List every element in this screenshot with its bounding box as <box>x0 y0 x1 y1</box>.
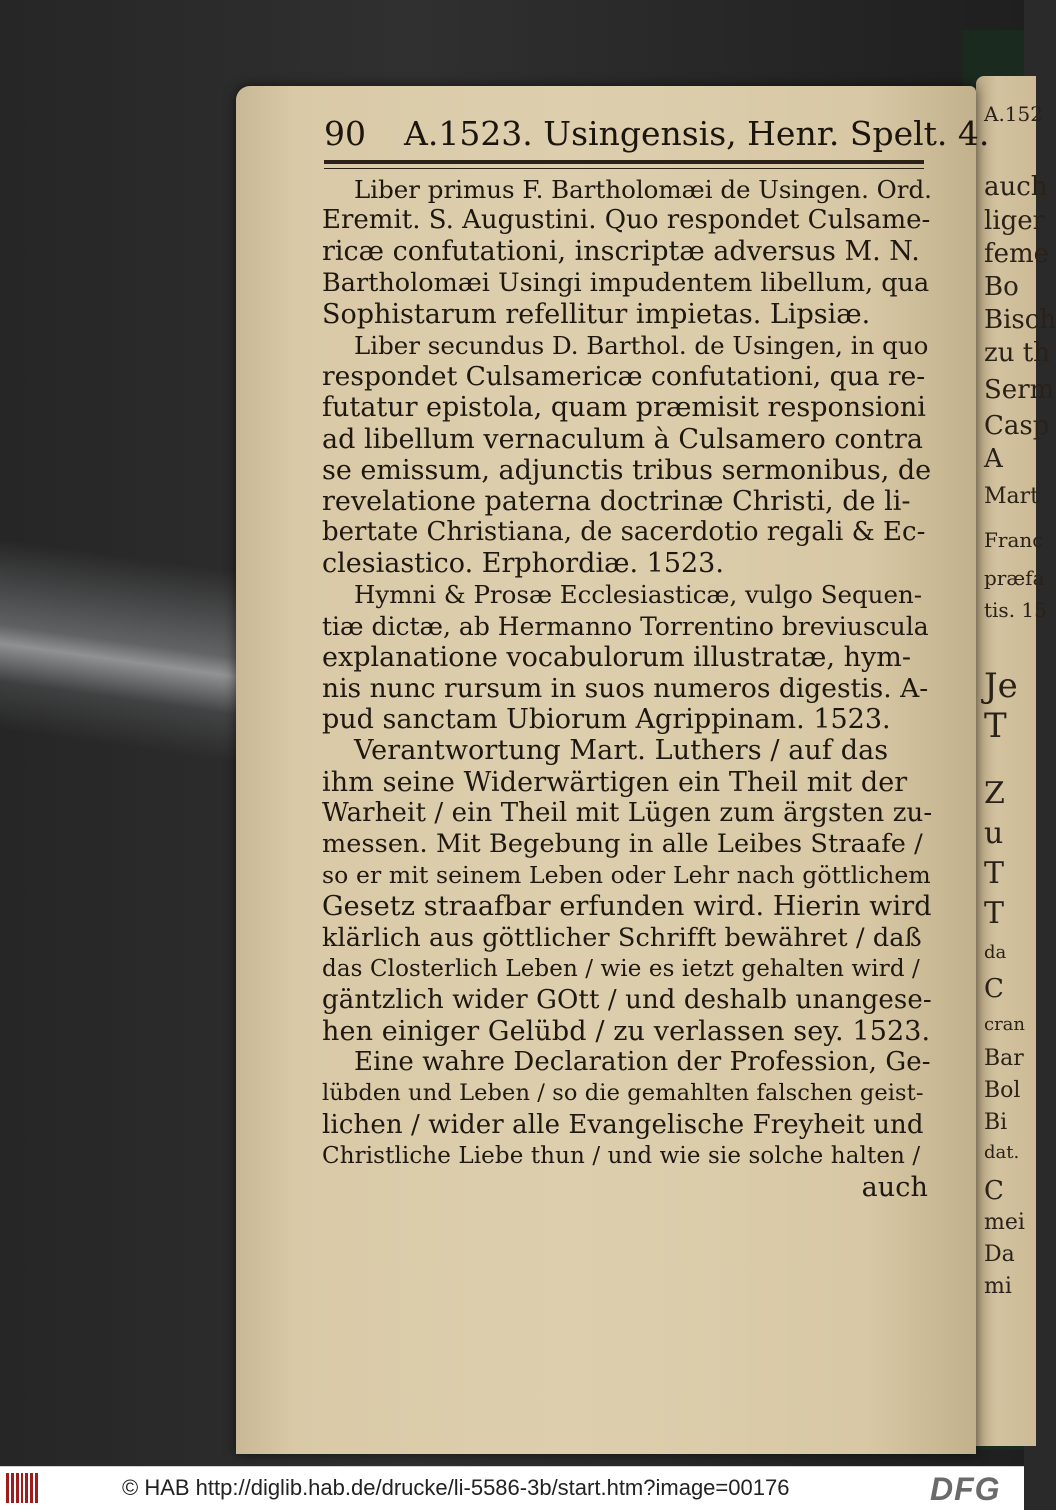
text-line: gäntzlich wider GOtt / und deshalb unangese- <box>322 984 932 1015</box>
text-line: Eremit. S. Augustini. Quo respondet Culsame- <box>322 205 931 236</box>
text-line: tiæ dictæ, ab Hermanno Torrentino breviuscula <box>322 611 929 641</box>
text-line: Liber primus F. Bartholomæi de Usingen. Ord. <box>354 175 932 204</box>
facing-fragment: liger <box>984 206 1046 236</box>
facing-fragment: T <box>984 896 1005 931</box>
facing-fragment: Bar <box>984 1046 1024 1071</box>
text-line: bertate Christiana, de sacerdotio regali & Ec- <box>322 517 926 548</box>
text-line: nis nunc rursum in suos numeros digestis. A- <box>322 673 929 704</box>
facing-fragment: præfa <box>984 566 1045 590</box>
facing-fragment: zu th <box>984 338 1050 368</box>
text-line: lübden und Leben / so die gemahlten falschen geist- <box>322 1080 924 1107</box>
facing-fragment: Bo <box>984 272 1019 302</box>
facing-fragment: T <box>984 706 1007 746</box>
facing-fragment: Bol <box>984 1078 1021 1103</box>
text-line: Liber secundus D. Barthol. de Usingen, in quo <box>354 330 929 360</box>
text-line: messen. Mit Begebung in alle Leibes Straafe / <box>322 828 923 859</box>
text-line: Hymni & Prosæ Ecclesiasticæ, vulgo Sequen- <box>354 580 923 610</box>
text-line: ihm seine Widerwärtigen ein Theil mit der <box>322 766 908 798</box>
source-link[interactable]: © HAB http://diglib.hab.de/drucke/li-5586-3b/start.htm?image=00176 <box>122 1475 790 1500</box>
text-line: so er mit seinem Leben oder Lehr nach göttlichem <box>322 861 931 890</box>
page-header <box>324 114 990 164</box>
facing-fragment: Mart <box>984 484 1039 509</box>
facing-fragment: C <box>984 974 1004 1004</box>
text-line: respondet Culsamericæ confutationi, qua re- <box>322 361 926 393</box>
facing-fragment: da <box>984 942 1007 963</box>
facing-fragment: Je <box>984 666 1018 706</box>
text-line: klärlich aus göttlicher Schrifft bewähret / daß <box>322 922 922 953</box>
facing-fragment: u <box>984 816 1004 851</box>
facing-fragment: feme <box>984 239 1050 269</box>
text-line: futatur epistola, quam præmisit responsioni <box>322 392 926 424</box>
text-line: pud sanctam Ubiorum Agrippinam. 1523. <box>322 704 891 736</box>
text-line: Gesetz straafbar erfunden wird. Hierin wird <box>322 891 932 923</box>
text-line: Christliche Liebe thun / und wie sie solche halten / <box>322 1142 921 1169</box>
text-line: das Closterlich Leben / wie es ietzt gehalten wird / <box>322 955 920 982</box>
facing-fragment: Serm <box>984 375 1055 405</box>
page-content <box>236 86 990 1454</box>
facing-fragment: Bisch <box>984 305 1056 335</box>
text-line: ad libellum vernaculum à Culsamero contra <box>322 423 923 455</box>
text-line: Verantwortung Mart. Luthers / auf das <box>354 735 889 767</box>
text-line: lichen / wider alle Evangelische Freyheit und <box>322 1109 924 1140</box>
text-line: hen einiger Gelübd / zu verlassen sey. 1523. <box>322 1016 931 1048</box>
facing-fragment: mei <box>984 1210 1025 1235</box>
footer-bar <box>0 1466 1024 1510</box>
page-number: 90 <box>324 114 366 153</box>
facing-fragment: T <box>984 856 1005 891</box>
text-line: Bartholomæi Usingi impudentem libellum, qua <box>322 267 930 298</box>
text-line: se emissum, adjunctis tribus sermonibus, de <box>322 454 932 486</box>
page-text <box>322 174 933 1203</box>
facing-fragment: A.152 <box>984 102 1043 126</box>
text-line: Warheit / ein Theil mit Lügen zum ärgsten zu- <box>322 797 933 828</box>
text-line: revelatione paterna doctrinæ Christi, de li- <box>322 485 911 517</box>
facing-fragment: Bi <box>984 1110 1008 1135</box>
facing-fragment: cran <box>984 1014 1026 1035</box>
text-line: clesiastico. Erphordiæ. 1523. <box>322 548 724 580</box>
hab-barcode-icon <box>6 1473 38 1503</box>
facing-page <box>976 76 1056 1446</box>
text-line: Sophistarum refellitur impietas. Lipsiæ. <box>322 298 871 330</box>
facing-fragment: mi <box>984 1274 1012 1299</box>
facing-fragment: Da <box>984 1242 1015 1267</box>
facing-fragment: auch <box>984 172 1048 202</box>
facing-fragment: tis. 15 <box>984 598 1047 622</box>
catchword: auch <box>861 1172 928 1203</box>
facing-fragment: Z <box>984 776 1005 811</box>
header-rule <box>324 160 924 164</box>
text-line: Eine wahre Declaration der Profession, Ge- <box>354 1047 931 1078</box>
text-line: explanatione vocabulorum illustratæ, hym- <box>322 641 911 673</box>
facing-fragment: Franc <box>984 528 1044 552</box>
facing-fragment: A <box>984 444 1003 474</box>
running-title: A.1523. Usingensis, Henr. Spelt. 4. <box>404 114 990 153</box>
dfg-logo: DFG <box>930 1471 1001 1507</box>
facing-fragment: C <box>984 1176 1004 1206</box>
facing-fragment: Casp <box>984 411 1050 441</box>
facing-fragment: dat. <box>984 1142 1020 1163</box>
text-line: ricæ confutationi, inscriptæ adversus M. N. <box>322 236 920 268</box>
